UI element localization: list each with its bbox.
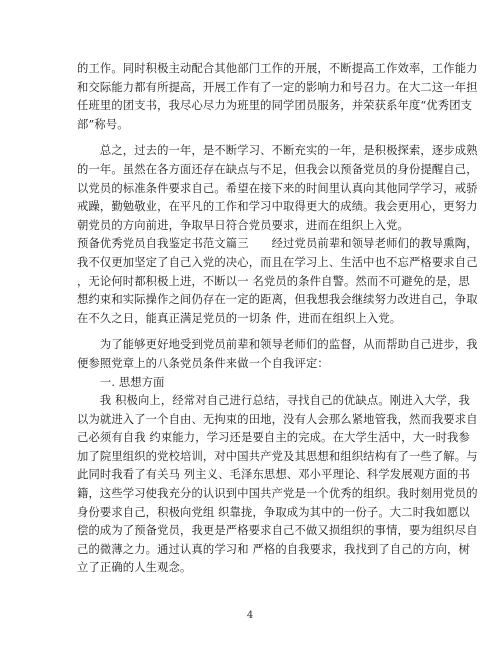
text-line: 在不久之日，能真正满足党员的一切条 件，进而在组织上入党。	[77, 311, 402, 325]
page-number: 4	[246, 610, 254, 621]
text-line: 我不仅更加坚定了自己入党的决心，而且在学习上、生活中也不忘严格要求自己	[77, 255, 478, 269]
text-line: 以为就进入了一个自由、无拘束的田地，没有人会那么紧地管我，然而我要求自	[77, 412, 478, 426]
text-line: 籍，这些学习使我充分的认识到中国共产党是一个优秀的组织。我时刻用党员的	[77, 487, 478, 501]
body-text	[77, 60, 478, 578]
text-line: 为了能够更好地受到党员前辈和领导老师们的监督，从而帮助自己进步，我	[77, 338, 478, 352]
text-line: 想约束和实际操作之间仍存在一定的距离，但我想我会继续努力改进自己，争取	[77, 293, 478, 307]
text-line: 加了院里组织的党校培训，对中国共产党及其思想和组织结构有了一些了解。与	[77, 449, 478, 463]
text-line: 己必须有自我 约束能力，学习还是要自主的完成。在大学生活中，大一时我参	[77, 431, 470, 445]
text-line: 的工作。同时积极主动配合其他部门工作的开展，不断提高工作效率，工作能力	[77, 62, 478, 75]
text-line: 总之，过去的一年，是不断学习、不断充实的一年，是积极探索，逐步成熟	[77, 144, 478, 158]
text-line: 立了正确的人生观念。	[77, 561, 192, 575]
text-line: 己的微薄之力。通过认真的学习和 严格的自我要求，我找到了自己的方向，树	[77, 542, 470, 556]
paragraph-gap	[77, 134, 427, 142]
paragraph-gap	[77, 328, 427, 336]
text-line: 部”称号。	[77, 117, 129, 131]
text-line: ，无论何时都积极上进，不断以一 名党员的条件自警。然而不可避免的是，思	[77, 274, 470, 288]
text-line: 任班里的团支书，我尽心尽力为班里的同学团员服务，并荣获系年度“优秀团支	[77, 99, 473, 113]
text-line: 以党员的标准条件要求自己。希望在接下来的时间里认真向其他同学学习，戒骄	[77, 181, 478, 195]
text-line: 的一年。虽然在各方面还存在缺点与不足，但我会以预备党员的身份提醒自己，	[77, 162, 478, 176]
text-line: 一. 思想方面	[77, 375, 165, 389]
text-line: 预备优秀党员自我鉴定书范文篇三 经过党员前辈和领导老师们的教导熏陶，	[77, 237, 478, 251]
text-line: 戒躁，勤勉敬业，在平凡的工作和学习中取得更大的成绩。我会更用心，更努力	[77, 200, 478, 214]
text-line: 身份要求自己，积极向党组 织靠拢，争取成为其中的一份子。大二时我如愿以	[77, 505, 470, 519]
text-line: 和交际能力都有所提高，开展工作有了一定的影响力和号召力。在大二这一年担	[77, 80, 478, 94]
text-line: 此同时我看了有关马 列主义、毛泽东思想、邓小平理论、科学发展观方面的书	[77, 468, 470, 482]
text-line: 便参照党章上的八条党员条件来做一个自我评定：	[77, 356, 329, 370]
text-line: 朝党员的方向前进，争取早日符合党员要求，进而在组织上入党。	[77, 218, 409, 232]
text-line: 偿的成为了预备党员，我更是严格要求自己不做又损组织的事情，要为组织尽自	[77, 524, 478, 538]
text-line: 我 积极向上，经常对自己进行总结，寻找自己的优缺点。刚进入大学，我	[77, 394, 470, 408]
